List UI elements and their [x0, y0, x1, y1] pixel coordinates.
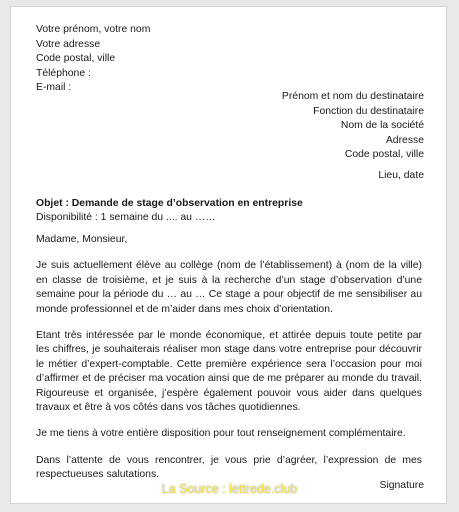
sender-postal-city: Code postal, ville	[36, 53, 116, 65]
signature: Signature	[379, 480, 424, 491]
sender-phone: Téléphone :	[36, 67, 91, 79]
paragraph-closing: Dans l’attente de vous rencontrer, je vous prie d’agréer, l’expression de mes respectueuses salutations.	[36, 454, 422, 481]
subject-block	[36, 197, 303, 225]
availability-line: Disponibilité : 1 semaine du .... au ……	[36, 212, 216, 223]
sender-name: Votre prénom, votre nom	[36, 24, 151, 35]
place-date: Lieu, date	[378, 170, 424, 181]
recipient-postal-city: Code postal, ville	[344, 149, 424, 161]
recipient-function: Fonction du destinataire	[313, 105, 424, 117]
sender-block	[36, 23, 150, 96]
paragraph-availability: Je me tiens à votre entière disposition pour tout renseignement complémentaire.	[36, 428, 406, 440]
paragraph-motivation: Etant très intéressée par le monde économique, et attirée depuis toute petite par les chiffres, je souhaiterais réaliser mon stage dans votre entreprise pour découvrir le métier d’expert-comptable. Cette première expérience sera l’occasion pour moi d’affirmer et de préciser ma vocation ainsi que de me préparer au monde du travail. Rigoureuse et organisée, j’espère également pouvoir vous aider dans quelques travaux et être à vos côtés dans vos tâches quotidiennes.	[36, 330, 422, 414]
letter-body	[36, 233, 422, 495]
recipient-name: Prénom et nom du destinataire	[281, 91, 424, 102]
source-watermark: La Source : lettrede.club	[161, 482, 298, 496]
greeting: Madame, Monsieur,	[36, 234, 128, 245]
subject-line: Objet : Demande de stage d’observation en entreprise	[36, 198, 303, 209]
sender-email: E-mail :	[36, 82, 72, 94]
recipient-block	[282, 90, 424, 163]
recipient-address: Adresse	[385, 134, 424, 146]
sender-address: Votre adresse	[36, 38, 101, 50]
paragraph-intro: Je suis actuellement élève au collège (nom de l’établissement) à (nom de la ville) en classe de troisième, et je suis à la recherche d’un stage d’observation d’une semaine pour la période du … au … Ce stage a pour objectif de me sensibiliser au monde professionnel et de m’aider dans mes choix d’orientation.	[36, 260, 422, 315]
recipient-company: Nom de la société	[340, 120, 424, 132]
letter-page	[10, 6, 447, 504]
